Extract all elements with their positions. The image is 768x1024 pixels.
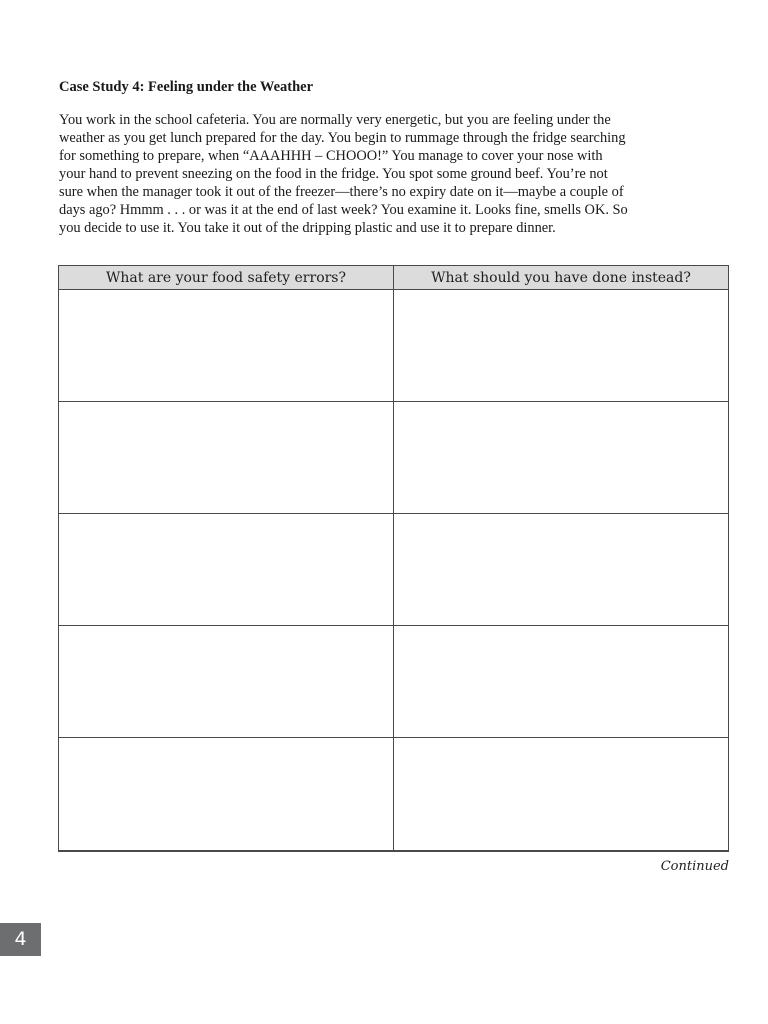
error-answer-cell[interactable] (59, 738, 394, 852)
case-study-line: for something to prepare, when “AAAHHH – CHOOO!” You manage to cover your nose with (59, 148, 603, 164)
table-row (59, 290, 729, 402)
correction-answer-cell[interactable] (394, 514, 729, 626)
correction-answer-cell[interactable] (394, 626, 729, 738)
instead-column-header: What should you have done instead? (394, 266, 729, 290)
case-study-line: you decide to use it. You take it out of the dripping plastic and use it to prepare dinner. (59, 220, 556, 236)
case-study-text (59, 111, 735, 237)
table-row (59, 738, 729, 852)
worksheet-table (58, 265, 729, 852)
correction-answer-cell[interactable] (394, 290, 729, 402)
error-answer-cell[interactable] (59, 402, 394, 514)
case-study-line: weather as you get lunch prepared for the day. You begin to rummage through the fridge searching (59, 130, 626, 146)
page-title: Case Study 4: Feeling under the Weather (59, 79, 314, 95)
error-answer-cell[interactable] (59, 290, 394, 402)
case-study-line: You work in the school cafeteria. You are normally very energetic, but you are feeling under the (59, 112, 611, 128)
case-study-line: sure when the manager took it out of the freezer—there’s no expiry date on it—maybe a couple of (59, 184, 624, 200)
correction-answer-cell[interactable] (394, 402, 729, 514)
case-study-line: your hand to prevent sneezing on the food in the fridge. You spot some ground beef. You’re not (59, 166, 608, 182)
table-row (59, 402, 729, 514)
continued-note: Continued (660, 859, 729, 874)
table-row (59, 514, 729, 626)
error-answer-cell[interactable] (59, 626, 394, 738)
errors-column-header: What are your food safety errors? (59, 266, 394, 290)
case-study-line: days ago? Hmmm . . . or was it at the end of last week? You examine it. Looks fine, smells OK. So (59, 202, 628, 218)
page-number: 4 (0, 923, 41, 956)
table-header-row (59, 266, 729, 290)
error-answer-cell[interactable] (59, 514, 394, 626)
table-row (59, 626, 729, 738)
correction-answer-cell[interactable] (394, 738, 729, 852)
